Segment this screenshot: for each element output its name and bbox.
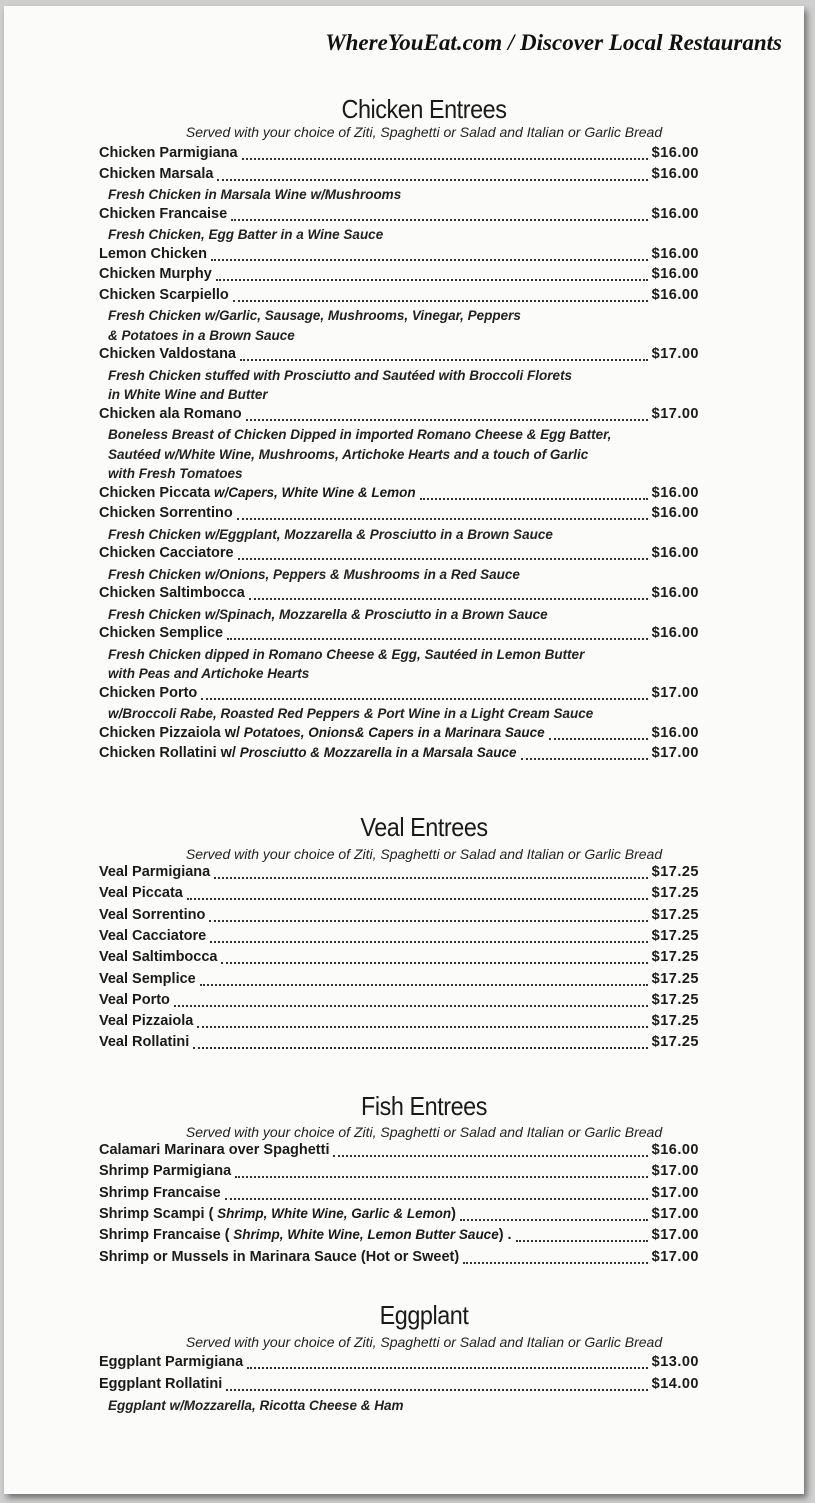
menu-item: [99, 1163, 699, 1183]
menu-item: [99, 864, 699, 884]
menu-item: [99, 266, 699, 286]
veal-served-note: Served with your choice of Ziti, Spaghetti or Salad and Italian or Garlic Bread: [185, 846, 663, 862]
menu-item-name: Chicken Cacciatore: [99, 545, 234, 561]
menu-item: [99, 1376, 699, 1396]
menu-item-price: $17.25: [651, 927, 699, 944]
menu-item-name: Chicken Rollatini w/: [99, 745, 236, 761]
menu-item: [99, 949, 699, 969]
menu-item-price: $17.00: [651, 1248, 699, 1265]
leader-dots: [210, 941, 647, 943]
menu-item-price: $16.00: [651, 505, 699, 521]
menu-item-name: Shrimp or Mussels in Marinara Sauce (Hot or Sweet): [99, 1248, 460, 1265]
menu-item: [99, 287, 699, 307]
menu-item: [99, 1354, 699, 1374]
menu-item-name: Veal Porto: [99, 991, 170, 1008]
menu-item-price: $17.25: [651, 1034, 699, 1051]
leader-dots: [242, 158, 648, 160]
menu-item-description: Eggplant w/Mozzarella, Ricotta Cheese & Ham: [108, 1398, 404, 1413]
menu-item-name: Chicken ala Romano: [99, 405, 242, 422]
menu-item-name: Chicken Semplice: [99, 625, 224, 641]
menu-item-name: Chicken Porto: [99, 684, 198, 701]
menu-item-price: $16.00: [651, 245, 699, 262]
menu-item: [99, 625, 699, 645]
menu-item-name: Shrimp Parmigiana: [99, 1163, 232, 1180]
menu-item-price: $14.00: [651, 1375, 699, 1392]
menu-item: [99, 406, 699, 426]
menu-item-price: $16.00: [651, 266, 699, 282]
menu-item-description: Fresh Chicken w/Onions, Peppers & Mushrooms in a Red Sauce: [108, 566, 520, 582]
menu-item-name: Veal Parmigiana: [99, 864, 211, 880]
menu-item-price: $17.25: [651, 885, 699, 902]
menu-item-price: $16.00: [651, 205, 699, 222]
menu-item: [99, 545, 699, 565]
menu-item-name: Calamari Marinara over Spaghetti: [99, 1142, 330, 1158]
menu-item: [99, 971, 699, 991]
menu-item: [99, 992, 699, 1012]
menu-item-name: Eggplant Rollatini: [99, 1375, 223, 1392]
menu-item: [99, 485, 699, 505]
menu-item: [99, 1013, 699, 1033]
leader-dots: [233, 300, 648, 302]
menu-item: [99, 206, 699, 226]
menu-item-name: Veal Saltimbocca: [99, 949, 218, 966]
leader-dots: [420, 498, 648, 500]
menu-item-name: Veal Cacciatore: [99, 927, 207, 944]
leader-dots: [187, 898, 648, 900]
menu-item-price: $16.00: [651, 545, 699, 561]
menu-item: [99, 505, 699, 525]
leader-dots: [227, 638, 648, 640]
menu-item-price: $16.00: [651, 145, 699, 161]
menu-item-name: Chicken Sorrentino: [99, 505, 233, 521]
menu-item-name: Veal Semplice: [99, 970, 196, 987]
menu-item-description: Fresh Chicken w/Spinach, Mozzarella & Prosciutto in a Brown Sauce: [108, 606, 548, 622]
leader-dots: [238, 558, 648, 560]
menu-item-price: $17.00: [651, 1205, 699, 1222]
leader-dots: [463, 1262, 647, 1264]
menu-item-note: Prosciutto & Mozzarella in a Marsala Sauce: [235, 745, 517, 760]
menu-item-name: Chicken Francaise: [99, 205, 228, 222]
menu-item-price: $17.25: [651, 949, 699, 966]
leader-dots: [211, 259, 648, 261]
menu-item-name: Chicken Marsala: [99, 165, 214, 182]
veal-section-title: Veal Entrees: [360, 812, 488, 842]
menu-item-description: w/Broccoli Rabe, Roasted Red Peppers & Port Wine in a Light Cream Sauce: [108, 706, 594, 721]
menu-item-description: Fresh Chicken stuffed with Prosciutto and Sautéed with Broccoli Florets in White Wine and Butter: [108, 367, 573, 402]
menu-item: [99, 1227, 699, 1247]
menu-item-description: Fresh Chicken w/Garlic, Sausage, Mushrooms, Vinegar, Peppers & Potatoes in a Brown Sauce: [108, 308, 521, 343]
leader-dots: [225, 1198, 648, 1200]
menu-item: [99, 166, 699, 186]
menu-item-name: Chicken Saltimbocca: [99, 585, 245, 601]
menu-item-price: $16.00: [651, 1142, 699, 1158]
chicken-served-note: Served with your choice of Ziti, Spaghetti or Salad and Italian or Garlic Bread: [185, 124, 663, 140]
menu-item-price: $17.00: [651, 1184, 699, 1201]
menu-item-name: Veal Pizzaiola: [99, 1013, 194, 1030]
menu-item-price: $17.00: [651, 745, 699, 761]
leader-dots: [516, 1240, 648, 1242]
menu-item-name: Chicken Valdostana: [99, 346, 236, 362]
leader-dots: [221, 962, 647, 964]
menu-item-name: Shrimp Francaise: [99, 1184, 221, 1201]
menu-item-price: $16.00: [651, 585, 699, 601]
leader-dots: [174, 1005, 648, 1007]
menu-item: [99, 1206, 699, 1226]
leader-dots: [460, 1219, 648, 1221]
menu-item-price: $17.25: [651, 906, 699, 923]
menu-item: [99, 1034, 699, 1054]
fish-served-note: Served with your choice of Ziti, Spaghetti or Salad and Italian or Garlic Bread: [185, 1124, 663, 1140]
leader-dots: [214, 877, 647, 879]
chicken-section-title: Chicken Entrees: [341, 94, 507, 124]
menu-item-price: $17.00: [651, 1227, 699, 1244]
leader-dots: [333, 1155, 647, 1157]
menu-item: [99, 685, 699, 705]
menu-item-name: Lemon Chicken: [99, 245, 207, 262]
menu-item-price: $17.25: [651, 1013, 699, 1030]
menu-item-price: $13.00: [651, 1354, 699, 1370]
menu-item-note: Shrimp, White Wine, Lemon Butter Sauce: [229, 1227, 499, 1243]
menu-item: [99, 907, 699, 927]
menu-item-price: $16.00: [651, 625, 699, 641]
menu-item: [99, 885, 699, 905]
fish-section-title: Fish Entrees: [361, 1091, 487, 1121]
site-banner: WhereYouEat.com / Discover Local Restaurants: [325, 30, 782, 55]
leader-dots: [193, 1047, 647, 1049]
menu-item-price: $16.00: [651, 286, 699, 303]
menu-item-price: $16.00: [651, 165, 699, 182]
menu-item: [99, 145, 699, 165]
menu-item-description: Fresh Chicken, Egg Batter in a Wine Sauce: [108, 227, 384, 242]
menu-item-price: $17.00: [651, 346, 699, 362]
menu-item-name: Veal Piccata: [99, 885, 183, 902]
menu-page: [4, 6, 804, 1494]
leader-dots: [237, 518, 648, 520]
leader-dots: [226, 1389, 647, 1391]
leader-dots: [209, 920, 647, 922]
menu-item-description: Fresh Chicken dipped in Romano Cheese & Egg, Sautéed in Lemon Butter with Peas and Artichoke Hearts: [108, 646, 585, 681]
leader-dots: [549, 738, 648, 740]
menu-item-description: Boneless Breast of Chicken Dipped in imported Romano Cheese & Egg Batter, Sautéed w/White Wine, Mushrooms, Artichoke Hearts and a touch of Garlic with Fresh Tomatoes: [108, 427, 612, 481]
menu-item-name: Chicken Parmigiana: [99, 145, 238, 161]
leader-dots: [240, 359, 648, 361]
menu-item-note: Potatoes, Onions& Capers in a Marinara Sauce: [240, 724, 545, 740]
menu-item-description: Fresh Chicken in Marsala Wine w/Mushrooms: [108, 187, 402, 202]
menu-item: [99, 1249, 699, 1269]
menu-item: [99, 1185, 699, 1205]
menu-item-suffix: ) .: [498, 1227, 512, 1244]
menu-item-suffix: ): [451, 1205, 456, 1222]
menu-item: [99, 585, 699, 605]
leader-dots: [200, 984, 648, 986]
menu-item-name: Shrimp Scampi (: [99, 1205, 214, 1222]
menu-item-name: Shrimp Francaise (: [99, 1227, 230, 1244]
menu-item-price: $17.00: [651, 405, 699, 422]
menu-item-price: $17.25: [651, 991, 699, 1008]
menu-item-name: Chicken Scarpiello: [99, 286, 229, 303]
menu-item: [99, 346, 699, 366]
menu-item-price: $16.00: [651, 724, 699, 741]
leader-dots: [217, 179, 647, 181]
menu-item-name: Eggplant Parmigiana: [99, 1354, 244, 1370]
menu-item-price: $16.00: [651, 484, 699, 501]
menu-item: [99, 928, 699, 948]
menu-item-price: $17.00: [651, 1163, 699, 1180]
menu-item-note: Shrimp, White Wine, Garlic & Lemon: [213, 1205, 452, 1221]
menu-item-price: $17.25: [651, 864, 699, 880]
leader-dots: [216, 279, 648, 281]
leader-dots: [249, 598, 648, 600]
menu-item-name: Chicken Pizzaiola w/: [99, 724, 241, 741]
menu-item-price: $17.00: [651, 684, 699, 701]
leader-dots: [231, 219, 647, 221]
leader-dots: [201, 698, 647, 700]
eggplant-served-note: Served with your choice of Ziti, Spaghetti or Salad and Italian or Garlic Bread: [185, 1334, 663, 1350]
menu-item: [99, 1142, 699, 1162]
menu-item-name: Veal Rollatini: [99, 1034, 190, 1051]
menu-item: [99, 725, 699, 745]
menu-item: [99, 246, 699, 266]
menu-item-name: Veal Sorrentino: [99, 906, 206, 923]
menu-item-name: Chicken Piccata: [99, 484, 211, 501]
eggplant-section-title: Eggplant: [379, 1300, 469, 1330]
leader-dots: [247, 1367, 647, 1369]
leader-dots: [197, 1026, 647, 1028]
menu-item-note: w/Capers, White Wine & Lemon: [210, 484, 416, 500]
leader-dots: [246, 419, 648, 421]
menu-item-description: Fresh Chicken w/Eggplant, Mozzarella & Prosciutto in a Brown Sauce: [108, 526, 553, 542]
leader-dots: [521, 758, 648, 760]
menu-item: [99, 745, 699, 765]
menu-item-name: Chicken Murphy: [99, 266, 212, 282]
menu-item-price: $17.25: [651, 970, 699, 987]
leader-dots: [235, 1176, 647, 1178]
